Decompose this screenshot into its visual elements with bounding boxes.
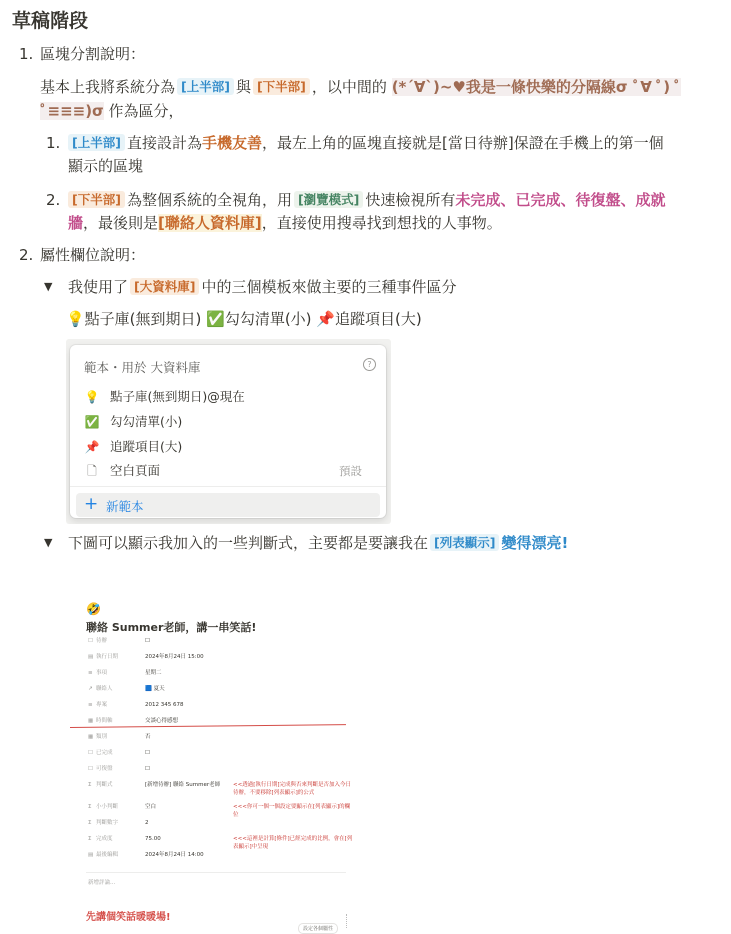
new-template-button[interactable] xyxy=(76,493,380,517)
property-value[interactable]: 否 xyxy=(145,734,151,740)
sep-1: 、 xyxy=(500,191,516,209)
chip-big-database: [大資料庫] xyxy=(130,278,199,295)
template-menu-header: 範本・用於 大資料庫 xyxy=(84,360,201,375)
property-row[interactable] xyxy=(88,701,358,710)
property-value[interactable]: 空白 xyxy=(145,804,157,810)
property-note: <<<你可一個一個設定要顯示在[列表顯示]的欄位 xyxy=(233,804,351,818)
item-1-1-line-2: 顯示的區塊 xyxy=(68,157,144,175)
property-key: 已完成 xyxy=(96,750,113,756)
property-key: 事項 xyxy=(96,670,108,676)
toggle-arrow-2[interactable]: ▼ xyxy=(44,536,53,549)
chip-bottom-half-2: [下半部] xyxy=(68,191,125,208)
toggle-2-line xyxy=(68,532,568,554)
intro-text-2: 與 xyxy=(235,78,251,96)
property-row[interactable] xyxy=(88,749,358,758)
chip-list-display: [列表顯示] xyxy=(430,534,499,551)
template-item-ideas[interactable] xyxy=(84,387,374,407)
sep-3: 、 xyxy=(620,191,636,209)
property-icon: ▦ xyxy=(88,734,94,740)
property-key: 待辦 xyxy=(96,638,108,644)
property-value[interactable]: 75.00 xyxy=(145,836,161,842)
default-badge: 預設 xyxy=(339,464,362,478)
toggle-arrow-1[interactable]: ▼ xyxy=(44,280,53,293)
toggle-2-emphasis: 變得漂亮! xyxy=(501,534,569,552)
chip-top-half-2: [上半部] xyxy=(68,134,125,151)
property-note: <<透過[執行日期]完成與否來判斷是否加入今日待辦，不要移除[列表顯示]的公式 xyxy=(233,782,352,796)
joke-text: 先講個笑話暖暖場! xyxy=(86,912,171,923)
rofl-emoji-icon: 🤣 xyxy=(86,602,101,616)
property-key: 判斷數字 xyxy=(96,820,119,826)
template-item-tracking[interactable] xyxy=(84,437,374,457)
property-row[interactable] xyxy=(88,851,358,860)
settings-tag: 設定各個屬性 xyxy=(298,923,338,934)
property-key: 時間軸 xyxy=(96,718,113,724)
property-row[interactable] xyxy=(88,803,358,818)
intro-line xyxy=(40,76,681,98)
property-note: <<<這裡是計算[條件]已經完成的比例，會在[列表顯示]中呈現 xyxy=(233,836,353,850)
property-row[interactable] xyxy=(88,765,358,774)
menu-divider xyxy=(70,486,386,487)
plus-icon: + xyxy=(84,494,99,514)
pushpin-icon: 📌 xyxy=(84,440,100,454)
property-value[interactable]: 🟦 夏天 xyxy=(145,686,165,692)
property-key: 完成度 xyxy=(96,836,113,842)
contact-db-emphasis: [聯絡人資料庫] xyxy=(158,214,262,232)
toggle-1-text-2: 中的三個模板來做主要的三種事件區分 xyxy=(201,278,457,296)
intro-text-3: ，以中間的 xyxy=(311,78,387,96)
item-1-1-text-2: ，最左上角的區塊直接就是[當日待辦]保證在手機上的第一個 xyxy=(261,134,664,152)
item-1-2-text-4: ，直接使用搜尋找到想找的人事物。 xyxy=(261,214,502,232)
chip-browse-mode: [瀏覽模式] xyxy=(294,191,363,208)
template-menu xyxy=(70,345,386,518)
property-key: 判斷式 xyxy=(96,782,113,788)
status-review: 待復盤 xyxy=(575,191,621,209)
status-incomplete: 未完成 xyxy=(455,191,501,209)
property-icon: ≡ xyxy=(88,702,93,708)
template-item-label: 空白頁面 xyxy=(110,463,161,478)
property-row[interactable] xyxy=(88,669,358,678)
property-value[interactable]: 2024年8月24日 14:00 xyxy=(145,852,204,858)
section-number-2: 2. xyxy=(19,246,34,264)
property-icon: ▤ xyxy=(88,654,94,660)
property-icon: Σ xyxy=(88,804,92,810)
template-item-blank[interactable] xyxy=(84,461,374,481)
property-key: 專案 xyxy=(96,702,108,708)
property-icon: Σ xyxy=(88,836,92,842)
shot-page-title: 聯絡 Summer老師，講一串笑話! xyxy=(86,621,257,634)
property-key: 執行日期 xyxy=(96,654,119,660)
status-achievement: 成就 xyxy=(635,191,666,209)
property-icon: ☐ xyxy=(88,750,93,756)
template-item-label: 勾勾清單(小) xyxy=(110,414,183,429)
chip-top-half: [上半部] xyxy=(177,78,234,95)
template-item-label: 點子庫(無到期日)@現在 xyxy=(110,389,245,404)
page-heading: 草稿階段 xyxy=(12,10,89,32)
item-1-2-text-1: 為整個系統的全視角，用 xyxy=(126,191,292,209)
property-value[interactable]: ☐ xyxy=(145,750,150,756)
section-number-1: 1. xyxy=(19,45,34,63)
section-title-2: 屬性欄位說明： xyxy=(40,246,146,264)
scroll-indicator xyxy=(346,914,349,928)
property-row[interactable] xyxy=(88,653,358,662)
intro-text-4: 作為區分， xyxy=(108,102,184,120)
property-value[interactable]: ☐ xyxy=(145,766,150,772)
property-value[interactable]: ☐ xyxy=(145,638,150,644)
property-value[interactable]: 2024年8月24日 15:00 xyxy=(145,654,204,660)
check-icon: ✅ xyxy=(84,415,100,429)
shot-divider xyxy=(86,872,346,873)
property-icon: Σ xyxy=(88,820,92,826)
divider-text-a: (*´∀`)~♥我是一條快樂的分隔線σ ﾟ∀ ﾟ) ﾟ xyxy=(391,78,682,96)
item-1-2-line-2 xyxy=(68,212,502,234)
comment-placeholder: 新增評論... xyxy=(88,880,116,886)
lightbulb-icon: 💡 xyxy=(84,390,100,404)
help-icon[interactable]: ? xyxy=(363,358,376,371)
section-title-1: 區塊分割說明： xyxy=(40,45,146,63)
property-icon: ▦ xyxy=(88,718,94,724)
item-1-1-text-1: 直接設計為 xyxy=(126,134,202,152)
status-completed: 已完成 xyxy=(515,191,561,209)
property-value[interactable]: 交談心得感想 xyxy=(145,718,179,724)
property-key: 小小判斷 xyxy=(96,804,119,810)
item-1-2-text-2: 快速檢視所有 xyxy=(365,191,456,209)
property-row[interactable] xyxy=(88,819,358,828)
template-menu-screenshot xyxy=(66,339,391,524)
item-1-1-emphasis: 手機友善 xyxy=(201,134,262,152)
page-icon: 🗋 xyxy=(87,464,97,478)
sep-2: 、 xyxy=(560,191,576,209)
property-icon: ▤ xyxy=(88,852,94,858)
property-key: 最後編輯 xyxy=(96,852,119,858)
property-icon: ☐ xyxy=(88,638,93,644)
property-icon: Σ xyxy=(88,782,92,788)
new-template-label: 新範本 xyxy=(106,499,144,514)
item-1-1-line-1 xyxy=(66,132,664,154)
property-value[interactable]: 2 xyxy=(145,820,149,826)
property-value[interactable]: 2012 345 678 xyxy=(145,702,184,708)
property-row[interactable] xyxy=(88,781,358,796)
property-value[interactable]: 星期二 xyxy=(145,670,162,676)
property-key: 聯絡人 xyxy=(96,686,113,692)
property-key: 類別 xyxy=(96,734,108,740)
divider-text-b: ﾟ≡≡≡)σ xyxy=(40,102,104,120)
types-line: 💡點子庫(無到期日) ✅勾勾清單(小) 📌追蹤項目(大) xyxy=(66,310,422,328)
property-icon: ≡ xyxy=(88,670,93,676)
intro-text-1: 基本上我將系統分為 xyxy=(40,78,176,96)
item-number-1-2: 2. xyxy=(46,191,61,209)
toggle-1-text-1: 我使用了 xyxy=(68,278,129,296)
property-row[interactable] xyxy=(88,637,358,646)
template-item-checklist[interactable] xyxy=(84,412,374,432)
property-icon: ↗ xyxy=(88,686,93,692)
property-row[interactable] xyxy=(88,733,358,742)
item-1-2-line-1 xyxy=(66,189,666,211)
property-row[interactable] xyxy=(88,835,358,850)
toggle-2-text-1: 下圖可以顯示我加入的一些判斷式，主要都是要讓我在 xyxy=(68,534,429,552)
intro-line-2 xyxy=(40,100,184,122)
chip-bottom-half: [下半部] xyxy=(253,78,310,95)
property-row[interactable] xyxy=(88,685,358,694)
item-number-1-1: 1. xyxy=(46,134,61,152)
toggle-1-line xyxy=(68,276,456,298)
page-properties-screenshot xyxy=(70,592,360,934)
status-achievement-2: 牆 xyxy=(68,214,84,232)
template-item-label: 追蹤項目(大) xyxy=(110,439,183,454)
property-value[interactable]: [新增待辦] 聯絡 Summer老師 xyxy=(145,782,221,788)
property-key: 可復盤 xyxy=(96,766,113,772)
item-1-2-text-3: ，最後則是 xyxy=(83,214,159,232)
property-icon: ☐ xyxy=(88,766,93,772)
